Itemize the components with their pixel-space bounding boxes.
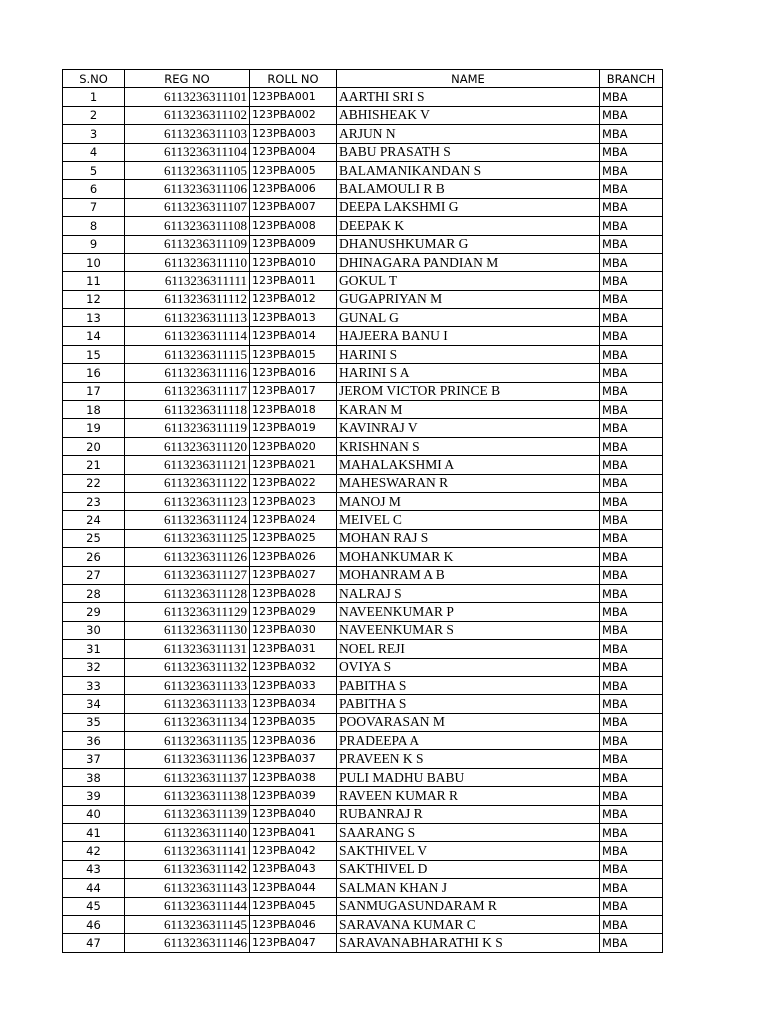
cell-reg-no: 6113236311105 — [125, 161, 250, 179]
cell-branch: MBA — [600, 217, 663, 235]
cell-branch: MBA — [600, 566, 663, 584]
cell-sno: 15 — [63, 345, 125, 363]
header-reg-no: REG NO — [125, 70, 250, 88]
table-row — [63, 419, 663, 437]
cell-roll-no: 123PBA005 — [250, 161, 337, 179]
student-roll-table — [62, 69, 663, 953]
cell-reg-no: 6113236311128 — [125, 584, 250, 602]
cell-sno: 16 — [63, 364, 125, 382]
table-row — [63, 345, 663, 363]
cell-sno: 5 — [63, 161, 125, 179]
cell-sno: 26 — [63, 548, 125, 566]
cell-roll-no: 123PBA023 — [250, 492, 337, 510]
cell-sno: 9 — [63, 235, 125, 253]
cell-roll-no: 123PBA003 — [250, 125, 337, 143]
cell-reg-no: 6113236311124 — [125, 511, 250, 529]
cell-name: KAVINRAJ V — [337, 419, 600, 437]
cell-reg-no: 6113236311131 — [125, 640, 250, 658]
cell-name: SARAVANABHARATHI K S — [337, 934, 600, 952]
cell-sno: 14 — [63, 327, 125, 345]
cell-reg-no: 6113236311141 — [125, 842, 250, 860]
cell-branch: MBA — [600, 548, 663, 566]
cell-roll-no: 123PBA012 — [250, 290, 337, 308]
cell-branch: MBA — [600, 456, 663, 474]
cell-sno: 24 — [63, 511, 125, 529]
cell-sno: 35 — [63, 713, 125, 731]
cell-roll-no: 123PBA033 — [250, 676, 337, 694]
cell-reg-no: 6113236311122 — [125, 474, 250, 492]
cell-reg-no: 6113236311113 — [125, 309, 250, 327]
cell-roll-no: 123PBA021 — [250, 456, 337, 474]
cell-branch: MBA — [600, 787, 663, 805]
cell-name: PABITHA S — [337, 695, 600, 713]
cell-reg-no: 6113236311140 — [125, 824, 250, 842]
cell-name: HAJEERA BANU I — [337, 327, 600, 345]
table-row — [63, 658, 663, 676]
cell-name: BALAMANIKANDAN S — [337, 161, 600, 179]
table-row — [63, 401, 663, 419]
table-row — [63, 125, 663, 143]
cell-branch: MBA — [600, 860, 663, 878]
cell-branch: MBA — [600, 88, 663, 106]
cell-roll-no: 123PBA043 — [250, 860, 337, 878]
cell-roll-no: 123PBA002 — [250, 106, 337, 124]
cell-name: BABU PRASATH S — [337, 143, 600, 161]
cell-roll-no: 123PBA037 — [250, 750, 337, 768]
cell-sno: 34 — [63, 695, 125, 713]
cell-reg-no: 6113236311133 — [125, 676, 250, 694]
cell-name: NOEL REJI — [337, 640, 600, 658]
cell-sno: 11 — [63, 272, 125, 290]
cell-branch: MBA — [600, 879, 663, 897]
table-row — [63, 492, 663, 510]
cell-sno: 42 — [63, 842, 125, 860]
cell-roll-no: 123PBA045 — [250, 897, 337, 915]
cell-roll-no: 123PBA001 — [250, 88, 337, 106]
cell-branch: MBA — [600, 897, 663, 915]
cell-sno: 32 — [63, 658, 125, 676]
cell-name: GUGAPRIYAN M — [337, 290, 600, 308]
cell-reg-no: 6113236311132 — [125, 658, 250, 676]
cell-reg-no: 6113236311144 — [125, 897, 250, 915]
cell-reg-no: 6113236311138 — [125, 787, 250, 805]
cell-name: DHINAGARA PANDIAN M — [337, 253, 600, 271]
table-row — [63, 897, 663, 915]
cell-name: NALRAJ S — [337, 584, 600, 602]
cell-name: MAHALAKSHMI A — [337, 456, 600, 474]
cell-sno: 41 — [63, 824, 125, 842]
cell-sno: 29 — [63, 603, 125, 621]
cell-branch: MBA — [600, 106, 663, 124]
cell-reg-no: 6113236311136 — [125, 750, 250, 768]
cell-reg-no: 6113236311139 — [125, 805, 250, 823]
cell-reg-no: 6113236311146 — [125, 934, 250, 952]
cell-sno: 28 — [63, 584, 125, 602]
cell-sno: 40 — [63, 805, 125, 823]
cell-name: SARAVANA KUMAR C — [337, 915, 600, 933]
cell-name: MEIVEL C — [337, 511, 600, 529]
table-row — [63, 253, 663, 271]
cell-name: GOKUL T — [337, 272, 600, 290]
cell-reg-no: 6113236311135 — [125, 732, 250, 750]
table-row — [63, 88, 663, 106]
cell-name: SAKTHIVEL V — [337, 842, 600, 860]
cell-roll-no: 123PBA006 — [250, 180, 337, 198]
table-row — [63, 235, 663, 253]
cell-roll-no: 123PBA028 — [250, 584, 337, 602]
cell-name: JEROM VICTOR PRINCE B — [337, 382, 600, 400]
cell-name: NAVEENKUMAR S — [337, 621, 600, 639]
cell-branch: MBA — [600, 125, 663, 143]
cell-sno: 19 — [63, 419, 125, 437]
table-row — [63, 713, 663, 731]
cell-name: MAHESWARAN R — [337, 474, 600, 492]
table-row — [63, 879, 663, 897]
table-row — [63, 603, 663, 621]
cell-roll-no: 123PBA027 — [250, 566, 337, 584]
cell-branch: MBA — [600, 934, 663, 952]
cell-branch: MBA — [600, 658, 663, 676]
table-row — [63, 474, 663, 492]
cell-sno: 13 — [63, 309, 125, 327]
cell-branch: MBA — [600, 180, 663, 198]
cell-branch: MBA — [600, 437, 663, 455]
cell-name: ARJUN N — [337, 125, 600, 143]
cell-name: DEEPAK K — [337, 217, 600, 235]
cell-name: MOHANRAM A B — [337, 566, 600, 584]
cell-reg-no: 6113236311109 — [125, 235, 250, 253]
cell-name: PRAVEEN K S — [337, 750, 600, 768]
cell-sno: 46 — [63, 915, 125, 933]
cell-name: PULI MADHU BABU — [337, 768, 600, 786]
cell-roll-no: 123PBA022 — [250, 474, 337, 492]
cell-roll-no: 123PBA031 — [250, 640, 337, 658]
cell-sno: 12 — [63, 290, 125, 308]
cell-roll-no: 123PBA014 — [250, 327, 337, 345]
cell-branch: MBA — [600, 309, 663, 327]
table-row — [63, 824, 663, 842]
cell-reg-no: 6113236311123 — [125, 492, 250, 510]
table-row — [63, 566, 663, 584]
cell-name: RAVEEN KUMAR R — [337, 787, 600, 805]
cell-sno: 2 — [63, 106, 125, 124]
cell-reg-no: 6113236311111 — [125, 272, 250, 290]
cell-roll-no: 123PBA024 — [250, 511, 337, 529]
table-row — [63, 768, 663, 786]
cell-sno: 33 — [63, 676, 125, 694]
cell-reg-no: 6113236311114 — [125, 327, 250, 345]
table-body — [63, 88, 663, 952]
table-row — [63, 548, 663, 566]
cell-name: OVIYA S — [337, 658, 600, 676]
cell-roll-no: 123PBA013 — [250, 309, 337, 327]
cell-roll-no: 123PBA042 — [250, 842, 337, 860]
table-row — [63, 106, 663, 124]
cell-reg-no: 6113236311145 — [125, 915, 250, 933]
cell-branch: MBA — [600, 621, 663, 639]
cell-reg-no: 6113236311116 — [125, 364, 250, 382]
cell-branch: MBA — [600, 492, 663, 510]
cell-branch: MBA — [600, 253, 663, 271]
cell-reg-no: 6113236311125 — [125, 529, 250, 547]
cell-branch: MBA — [600, 640, 663, 658]
cell-name: MOHAN RAJ S — [337, 529, 600, 547]
cell-reg-no: 6113236311120 — [125, 437, 250, 455]
cell-reg-no: 6113236311117 — [125, 382, 250, 400]
cell-name: RUBANRAJ R — [337, 805, 600, 823]
cell-sno: 38 — [63, 768, 125, 786]
table-row — [63, 695, 663, 713]
table-row — [63, 915, 663, 933]
cell-reg-no: 6113236311129 — [125, 603, 250, 621]
table-row — [63, 529, 663, 547]
cell-sno: 23 — [63, 492, 125, 510]
cell-name: PABITHA S — [337, 676, 600, 694]
cell-reg-no: 6113236311121 — [125, 456, 250, 474]
cell-reg-no: 6113236311137 — [125, 768, 250, 786]
cell-sno: 8 — [63, 217, 125, 235]
cell-sno: 27 — [63, 566, 125, 584]
cell-sno: 47 — [63, 934, 125, 952]
cell-name: PRADEEPA A — [337, 732, 600, 750]
cell-sno: 1 — [63, 88, 125, 106]
cell-branch: MBA — [600, 676, 663, 694]
cell-reg-no: 6113236311112 — [125, 290, 250, 308]
cell-roll-no: 123PBA036 — [250, 732, 337, 750]
table-row — [63, 732, 663, 750]
cell-roll-no: 123PBA038 — [250, 768, 337, 786]
cell-roll-no: 123PBA040 — [250, 805, 337, 823]
cell-branch: MBA — [600, 915, 663, 933]
cell-branch: MBA — [600, 842, 663, 860]
cell-reg-no: 6113236311119 — [125, 419, 250, 437]
cell-branch: MBA — [600, 345, 663, 363]
table-row — [63, 198, 663, 216]
table-row — [63, 860, 663, 878]
table-row — [63, 364, 663, 382]
table-row — [63, 382, 663, 400]
cell-sno: 18 — [63, 401, 125, 419]
cell-branch: MBA — [600, 272, 663, 290]
table-row — [63, 456, 663, 474]
cell-name: MOHANKUMAR K — [337, 548, 600, 566]
cell-branch: MBA — [600, 235, 663, 253]
cell-branch: MBA — [600, 768, 663, 786]
table-row — [63, 805, 663, 823]
table-row — [63, 676, 663, 694]
cell-sno: 43 — [63, 860, 125, 878]
cell-branch: MBA — [600, 824, 663, 842]
cell-reg-no: 6113236311126 — [125, 548, 250, 566]
cell-roll-no: 123PBA020 — [250, 437, 337, 455]
cell-branch: MBA — [600, 805, 663, 823]
cell-reg-no: 6113236311118 — [125, 401, 250, 419]
table-row — [63, 437, 663, 455]
cell-name: POOVARASAN M — [337, 713, 600, 731]
table-row — [63, 272, 663, 290]
cell-branch: MBA — [600, 529, 663, 547]
cell-roll-no: 123PBA004 — [250, 143, 337, 161]
cell-reg-no: 6113236311130 — [125, 621, 250, 639]
cell-sno: 17 — [63, 382, 125, 400]
table-row — [63, 143, 663, 161]
table-row — [63, 750, 663, 768]
cell-branch: MBA — [600, 198, 663, 216]
table-row — [63, 621, 663, 639]
cell-branch: MBA — [600, 401, 663, 419]
cell-sno: 25 — [63, 529, 125, 547]
cell-name: DEEPA LAKSHMI G — [337, 198, 600, 216]
cell-branch: MBA — [600, 511, 663, 529]
cell-sno: 22 — [63, 474, 125, 492]
cell-roll-no: 123PBA010 — [250, 253, 337, 271]
cell-reg-no: 6113236311115 — [125, 345, 250, 363]
table-row — [63, 180, 663, 198]
cell-roll-no: 123PBA035 — [250, 713, 337, 731]
cell-name: AARTHI SRI S — [337, 88, 600, 106]
cell-roll-no: 123PBA018 — [250, 401, 337, 419]
cell-roll-no: 123PBA032 — [250, 658, 337, 676]
cell-reg-no: 6113236311143 — [125, 879, 250, 897]
cell-name: KRISHNAN S — [337, 437, 600, 455]
table-row — [63, 161, 663, 179]
cell-sno: 21 — [63, 456, 125, 474]
header-name: NAME — [337, 70, 600, 88]
table-row — [63, 584, 663, 602]
cell-roll-no: 123PBA007 — [250, 198, 337, 216]
cell-reg-no: 6113236311108 — [125, 217, 250, 235]
cell-name: HARINI S A — [337, 364, 600, 382]
cell-sno: 37 — [63, 750, 125, 768]
cell-sno: 36 — [63, 732, 125, 750]
cell-roll-no: 123PBA046 — [250, 915, 337, 933]
cell-roll-no: 123PBA015 — [250, 345, 337, 363]
cell-name: SAKTHIVEL D — [337, 860, 600, 878]
cell-name: SAARANG S — [337, 824, 600, 842]
cell-roll-no: 123PBA017 — [250, 382, 337, 400]
cell-roll-no: 123PBA025 — [250, 529, 337, 547]
cell-roll-no: 123PBA026 — [250, 548, 337, 566]
cell-roll-no: 123PBA029 — [250, 603, 337, 621]
cell-roll-no: 123PBA019 — [250, 419, 337, 437]
cell-branch: MBA — [600, 603, 663, 621]
table-row — [63, 842, 663, 860]
cell-roll-no: 123PBA008 — [250, 217, 337, 235]
cell-reg-no: 6113236311142 — [125, 860, 250, 878]
cell-reg-no: 6113236311133 — [125, 695, 250, 713]
cell-roll-no: 123PBA009 — [250, 235, 337, 253]
table-row — [63, 640, 663, 658]
header-row — [63, 70, 663, 88]
cell-roll-no: 123PBA039 — [250, 787, 337, 805]
cell-name: GUNAL G — [337, 309, 600, 327]
cell-reg-no: 6113236311127 — [125, 566, 250, 584]
cell-branch: MBA — [600, 419, 663, 437]
cell-name: SALMAN KHAN J — [337, 879, 600, 897]
table-row — [63, 217, 663, 235]
cell-name: HARINI S — [337, 345, 600, 363]
cell-branch: MBA — [600, 364, 663, 382]
cell-sno: 45 — [63, 897, 125, 915]
cell-sno: 10 — [63, 253, 125, 271]
cell-branch: MBA — [600, 713, 663, 731]
cell-roll-no: 123PBA047 — [250, 934, 337, 952]
table-row — [63, 787, 663, 805]
cell-reg-no: 6113236311107 — [125, 198, 250, 216]
cell-sno: 6 — [63, 180, 125, 198]
cell-branch: MBA — [600, 474, 663, 492]
cell-name: DHANUSHKUMAR G — [337, 235, 600, 253]
cell-reg-no: 6113236311101 — [125, 88, 250, 106]
cell-name: KARAN M — [337, 401, 600, 419]
cell-roll-no: 123PBA041 — [250, 824, 337, 842]
header-roll-no: ROLL NO — [250, 70, 337, 88]
cell-name: BALAMOULI R B — [337, 180, 600, 198]
cell-reg-no: 6113236311106 — [125, 180, 250, 198]
cell-reg-no: 6113236311103 — [125, 125, 250, 143]
cell-name: SANMUGASUNDARAM R — [337, 897, 600, 915]
cell-branch: MBA — [600, 584, 663, 602]
cell-reg-no: 6113236311102 — [125, 106, 250, 124]
header-sno: S.NO — [63, 70, 125, 88]
cell-name: NAVEENKUMAR P — [337, 603, 600, 621]
table-row — [63, 934, 663, 952]
table-row — [63, 309, 663, 327]
cell-sno: 7 — [63, 198, 125, 216]
header-branch: BRANCH — [600, 70, 663, 88]
cell-branch: MBA — [600, 695, 663, 713]
cell-branch: MBA — [600, 143, 663, 161]
cell-sno: 4 — [63, 143, 125, 161]
cell-reg-no: 6113236311134 — [125, 713, 250, 731]
table-row — [63, 290, 663, 308]
cell-roll-no: 123PBA016 — [250, 364, 337, 382]
cell-roll-no: 123PBA030 — [250, 621, 337, 639]
cell-reg-no: 6113236311104 — [125, 143, 250, 161]
cell-branch: MBA — [600, 290, 663, 308]
cell-branch: MBA — [600, 327, 663, 345]
cell-sno: 44 — [63, 879, 125, 897]
cell-branch: MBA — [600, 382, 663, 400]
cell-branch: MBA — [600, 750, 663, 768]
cell-sno: 3 — [63, 125, 125, 143]
cell-branch: MBA — [600, 732, 663, 750]
table-row — [63, 511, 663, 529]
cell-sno: 30 — [63, 621, 125, 639]
cell-roll-no: 123PBA011 — [250, 272, 337, 290]
cell-name: ABHISHEAK V — [337, 106, 600, 124]
cell-reg-no: 6113236311110 — [125, 253, 250, 271]
cell-sno: 39 — [63, 787, 125, 805]
cell-roll-no: 123PBA034 — [250, 695, 337, 713]
table-row — [63, 327, 663, 345]
cell-name: MANOJ M — [337, 492, 600, 510]
cell-roll-no: 123PBA044 — [250, 879, 337, 897]
cell-branch: MBA — [600, 161, 663, 179]
cell-sno: 20 — [63, 437, 125, 455]
cell-sno: 31 — [63, 640, 125, 658]
